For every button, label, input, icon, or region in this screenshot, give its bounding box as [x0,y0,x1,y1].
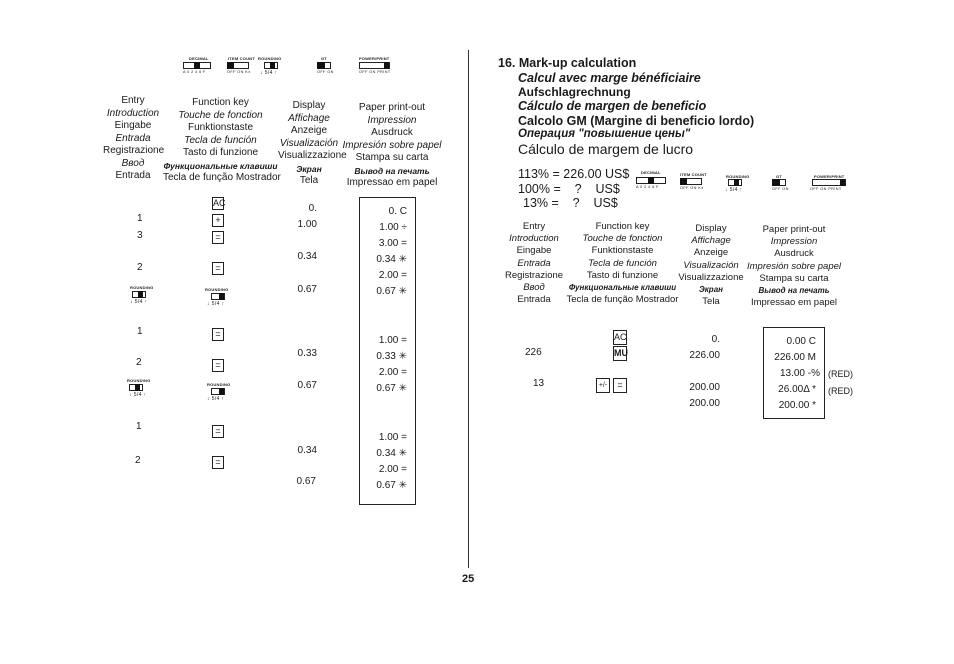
display-value: 0.67 [296,476,316,487]
header-paper-fr: Impression [367,114,417,126]
equals-key[interactable]: = [613,378,627,393]
tape-line: 0.67 ✳ [376,286,407,297]
header-entry-it: Registrazione [504,269,564,281]
rounding-switch-icon [127,378,157,398]
display-value: 0.67 [297,380,317,391]
gt-switch-knob [317,62,325,69]
header-display-fr: Affichage [691,235,731,247]
header-entry-pt: Entrada [115,170,151,181]
header-function-key-fr: Touche de fonction [178,109,263,121]
display-value: 200.00 [689,382,720,393]
header-function-key-fr: Touche de fonction [582,233,663,245]
right-paper-header [744,224,844,309]
header-display-it: Visualizzazione [278,150,347,161]
rounding-switch-scale: ↓ 5/4 ↑ [725,187,743,193]
gt-switch-knob [772,179,780,186]
power-print-switch-scale: OFF ON PRINT [810,187,842,191]
display-value: 226.00 [689,350,720,361]
header-entry-pt: Entrada [517,294,551,306]
header-function-key-it: Tasto di funzione [182,147,259,158]
rounding-icon-knob [135,384,140,391]
entry-value: 226 [525,347,542,358]
header-paper-en: Paper print-out [762,224,826,235]
equals-key[interactable]: = [212,359,224,372]
header-display-ru: Экран [699,285,723,295]
power-print-switch-knob [840,179,845,186]
red-print-note: (RED) [828,386,853,396]
header-function-key-es: Tecla de función [184,134,257,146]
equals-key[interactable]: = [212,425,224,438]
display-value: 200.00 [689,398,720,409]
header-function-key-es: Tecla de función [588,257,657,269]
left-function-key-header [163,97,281,185]
header-display-en: Display [695,223,727,234]
plus-key[interactable]: + [212,214,224,227]
plus-minus-key[interactable]: +/- [596,378,610,393]
rounding-icon-label: ROUNDING [130,285,154,290]
header-function-key-ru: Функциональные клавиши [568,283,677,293]
header-paper-it: Stampa su carta [355,152,429,163]
entry-value: 1 [137,326,143,337]
item-count-switch-knob [227,62,234,69]
header-entry-de: Eingabe [114,120,152,131]
tape-line: 13.00 -% [779,368,820,379]
header-function-key-en: Function key [192,97,249,108]
gt-switch-scale: OFF ON [317,70,334,74]
tape-line: 2.00 = [378,367,407,378]
rounding-switch-scale: ↓ 5/4 ↑ [260,70,278,76]
power-print-switch-label: POWER/PRINT [814,174,845,179]
paper-tape [359,197,416,505]
power-print-switch-scale: OFF ON PRINT [359,70,391,74]
rounding-icon-scale: ↓ 5/4 ↑ [129,392,147,398]
header-paper-en: Paper print-out [358,102,426,113]
rounding-icon-knob [219,388,224,395]
equation-100: 100% = ? US$ [518,182,620,196]
tape-line: 226.00 M [774,352,816,363]
rounding-switch-icon [130,285,160,305]
decimal-switch-label: DECIMAL [641,170,661,175]
tape-line: 2.00 = [378,270,407,281]
left-entry-header [103,95,163,183]
header-display-pt: Tela [702,296,720,308]
decimal-switch-scale: A 0 2 4 6 F [636,185,659,189]
display-value: 0.67 [297,284,317,295]
entry-value: 1 [137,213,143,224]
header-display-es: Visualización [683,259,739,271]
left-paper-header [342,102,442,190]
header-function-key-pt: Tecla de função Mostrador [163,172,281,183]
item-count-switch-label: ITEM COUNT [680,172,707,177]
tape-line: 200.00 * [778,400,816,411]
power-print-switch-label: POWER/PRINT [359,56,390,61]
header-entry-fr: Introduction [509,233,559,245]
header-paper-de: Ausdruck [774,248,814,260]
header-display-fr: Affichage [288,112,330,124]
header-entry-en: Entry [522,221,546,232]
header-entry-es: Entrada [517,257,551,269]
header-entry-it: Registrazione [103,145,165,156]
header-paper-de: Ausdruck [371,127,413,138]
display-value: 1.00 [297,219,317,230]
header-entry-es: Entrada [115,132,151,144]
rounding-icon-scale: ↓ 5/4 ↑ [207,301,225,307]
title-it: Calcolo GM (Margine di beneficio lordo) [518,114,755,128]
rounding-switch-knob [270,62,275,69]
decimal-switch-label: DECIMAL [189,56,209,61]
header-paper-fr: Impression [770,236,818,248]
header-display-en: Display [292,100,326,111]
title-ru: Операция "повышение цены" [518,128,691,140]
header-function-key-de: Funktionstaste [187,122,254,133]
header-function-key-pt: Tecla de função Mostrador [566,294,679,306]
header-paper-ru: Вывод на печать [758,286,830,296]
tape-line: 0.34 ✳ [376,448,407,459]
title-pt: Cálculo de margem de lucro [518,141,694,157]
rounding-icon-knob [138,291,143,298]
header-entry-de: Eingabe [516,245,552,257]
rounding-icon-label: ROUNDING [205,287,229,292]
header-entry-ru: Ввод [121,157,145,169]
rounding-switch-icon [205,287,235,307]
rounding-switch-knob [734,179,739,186]
gt-switch-scale: OFF ON [772,187,789,191]
header-display-de: Anzeige [290,125,328,136]
display-value: 0.34 [297,251,317,262]
display-value: 0.33 [297,348,317,359]
rounding-icon-knob [219,293,224,300]
ac-key[interactable]: AC [613,330,627,345]
rounding-switch-label: ROUNDING [258,56,282,61]
rounding-icon-scale: ↓ 5/4 ↑ [207,396,225,402]
header-display-it: Visualizzazione [678,271,744,283]
left-display-header [278,100,347,188]
header-function-key-en: Function key [595,221,650,232]
title-de: Aufschlagrechnung [518,85,631,99]
equals-key[interactable]: = [212,262,224,275]
rounding-switch-label: ROUNDING [726,174,750,179]
tape-line: 0.67 ✳ [376,383,407,394]
tape-line: 3.00 = [378,238,407,249]
header-function-key-ru: Функциональные клавиши [163,160,278,171]
header-paper-es: Impresión sobre papel [747,260,841,272]
rounding-icon-scale: ↓ 5/4 ↑ [130,299,148,305]
tape-line: 0. C [388,206,407,217]
header-paper-ru: Вывод на печать [354,165,430,176]
header-paper-es: Impresión sobre papel [342,139,442,151]
rounding-icon-label: ROUNDING [207,382,231,387]
entry-value: 1 [136,421,142,432]
right-display-header [678,223,744,308]
header-function-key-de: Funktionstaste [591,245,654,257]
header-paper-it: Stampa su carta [759,272,829,284]
equals-key[interactable]: = [212,328,224,341]
power-print-switch-knob [384,62,389,69]
entry-value: 2 [136,357,142,368]
entry-value: 3 [137,230,143,241]
page-number: 25 [462,573,475,585]
tape-line: 0.34 ✳ [376,254,407,265]
paper-tape [763,327,825,419]
display-value: 0.34 [297,445,317,456]
right-function-key-header [565,221,680,306]
rounding-icon-label: ROUNDING [127,378,151,383]
header-paper-pt: Impressao em papel [346,177,438,188]
tape-line: 0.00 C [786,336,816,347]
item-count-switch-scale: OFF ON K± [680,186,704,190]
header-paper-pt: Impressao em papel [750,297,838,309]
display-value: 0. [711,334,720,345]
title-es: Cálculo de margen de beneficio [518,99,707,113]
title-fr: Calcul avec marge bénéficiaire [518,71,701,85]
entry-value: 2 [135,455,141,466]
tape-line: 26.00Δ * [778,384,816,395]
red-print-note: (RED) [828,369,853,379]
right-entry-header [503,221,565,306]
header-entry-ru: Ввод [523,282,545,294]
ac-key[interactable]: AC [213,198,226,208]
header-display-pt: Tela [299,175,319,186]
section-title: 16. Mark-up calculation [498,56,637,70]
equation-13: 13% = ? US$ [523,196,618,210]
decimal-switch-knob [648,177,654,184]
gt-switch-label: GT [776,174,782,179]
decimal-switch-scale: A 0 2 4 6 F [183,70,206,74]
entry-value: 2 [137,262,143,273]
page-divider [468,50,469,568]
equals-key[interactable]: = [212,231,224,244]
tape-line: 1.00 ÷ [379,222,407,233]
item-count-switch-knob [680,178,687,185]
header-display-es: Visualización [279,137,339,149]
display-value: 0. [308,203,317,214]
header-display-de: Anzeige [693,247,729,259]
mu-key[interactable]: MU [613,346,627,361]
item-count-switch-label: ITEM COUNT [228,56,255,61]
gt-switch-label: GT [321,56,327,61]
tape-line: 1.00 = [378,432,407,443]
header-entry-fr: Introduction [106,107,160,119]
header-display-ru: Экран [296,163,322,174]
header-entry-en: Entry [121,95,145,106]
equation-113: 113% = 226.00 US$ [518,167,630,181]
decimal-switch-knob [194,62,200,69]
tape-line: 0.33 ✳ [376,351,407,362]
header-function-key-it: Tasto di funzione [586,269,659,281]
equals-key[interactable]: = [212,456,224,469]
tape-line: 0.67 ✳ [376,480,407,491]
tape-line: 2.00 = [378,464,407,475]
entry-value: 13 [533,378,545,389]
tape-line: 1.00 = [378,335,407,346]
item-count-switch-scale: OFF ON K± [227,70,251,74]
rounding-switch-icon [205,382,235,402]
